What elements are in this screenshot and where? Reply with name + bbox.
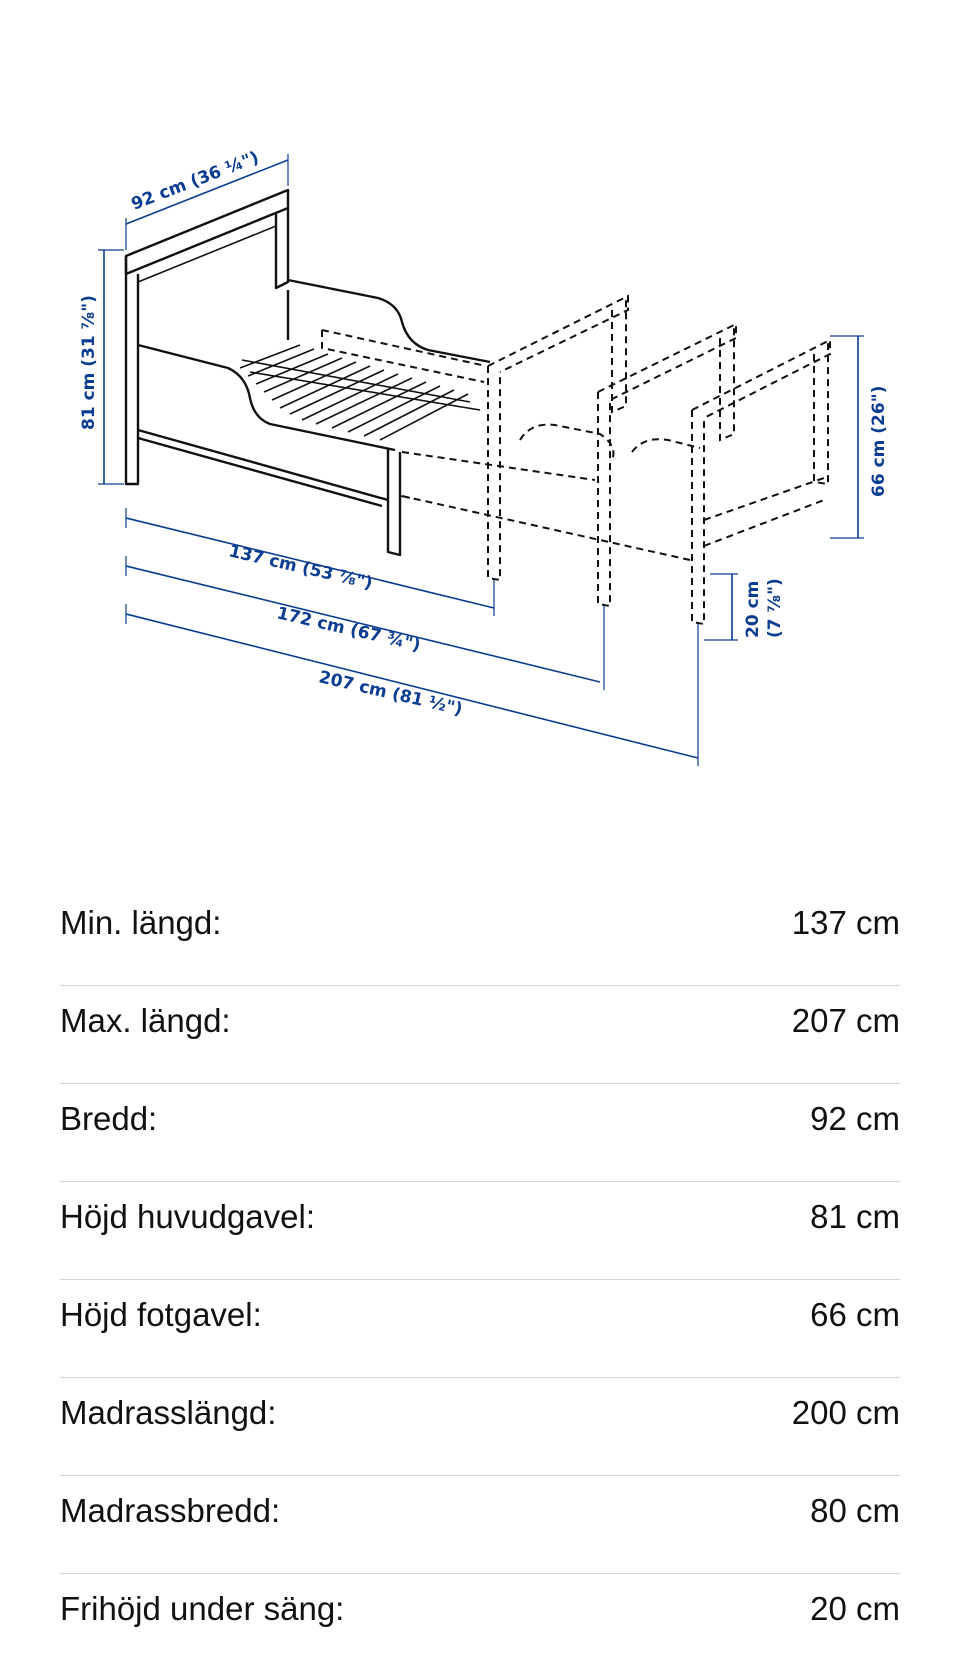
spec-row-headboard-height xyxy=(60,1182,900,1280)
spec-row-min-length xyxy=(60,888,900,986)
spec-row-mattress-length xyxy=(60,1378,900,1476)
min-length-dimension-label: 137 cm (53 ⅞") xyxy=(226,541,375,594)
spec-value: 80 cm xyxy=(810,1492,900,1529)
spec-row-clearance xyxy=(60,1574,900,1671)
spec-row-mattress-width xyxy=(60,1476,900,1574)
clearance-dimension-label-inches: (7 ⅞") xyxy=(765,578,785,638)
width-dimension-label: 92 cm (36 ¼") xyxy=(128,147,262,215)
foot-height-dimension-label: 66 cm (26") xyxy=(869,385,889,497)
spec-value: 200 cm xyxy=(791,1394,900,1431)
spec-label: Höjd fotgavel: xyxy=(60,1296,262,1333)
spec-value: 20 cm xyxy=(810,1590,900,1627)
spec-label: Bredd: xyxy=(60,1100,158,1137)
side-rail-drawing xyxy=(288,280,490,555)
spec-value: 137 cm xyxy=(791,904,900,941)
spec-label: Madrasslängd: xyxy=(60,1394,277,1431)
extension-sections-drawing xyxy=(322,296,830,624)
clearance-dimension-label: 20 cm xyxy=(743,580,763,638)
mid-length-dimension-label: 172 cm (67 ¾") xyxy=(274,603,423,656)
head-height-dimension-label: 81 cm (31 ⅞") xyxy=(79,295,99,430)
bed-dimension-diagram xyxy=(0,0,960,800)
spec-row-footboard-height xyxy=(60,1280,900,1378)
spec-label: Frihöjd under säng: xyxy=(60,1590,345,1627)
spec-row-max-length xyxy=(60,986,900,1084)
spec-row-width xyxy=(60,1084,900,1182)
spec-label: Max. längd: xyxy=(60,1002,231,1039)
spec-value: 92 cm xyxy=(810,1100,900,1137)
headboard-drawing xyxy=(126,190,395,506)
spec-label: Höjd huvudgavel: xyxy=(60,1198,316,1235)
spec-value: 66 cm xyxy=(810,1296,900,1333)
spec-value: 81 cm xyxy=(810,1198,900,1235)
spec-label: Madrassbredd: xyxy=(60,1492,281,1529)
spec-value: 207 cm xyxy=(791,1002,900,1039)
spec-label: Min. längd: xyxy=(60,904,222,941)
max-length-dimension-label: 207 cm (81 ½") xyxy=(316,667,465,720)
dimension-spec-list xyxy=(60,888,900,1671)
